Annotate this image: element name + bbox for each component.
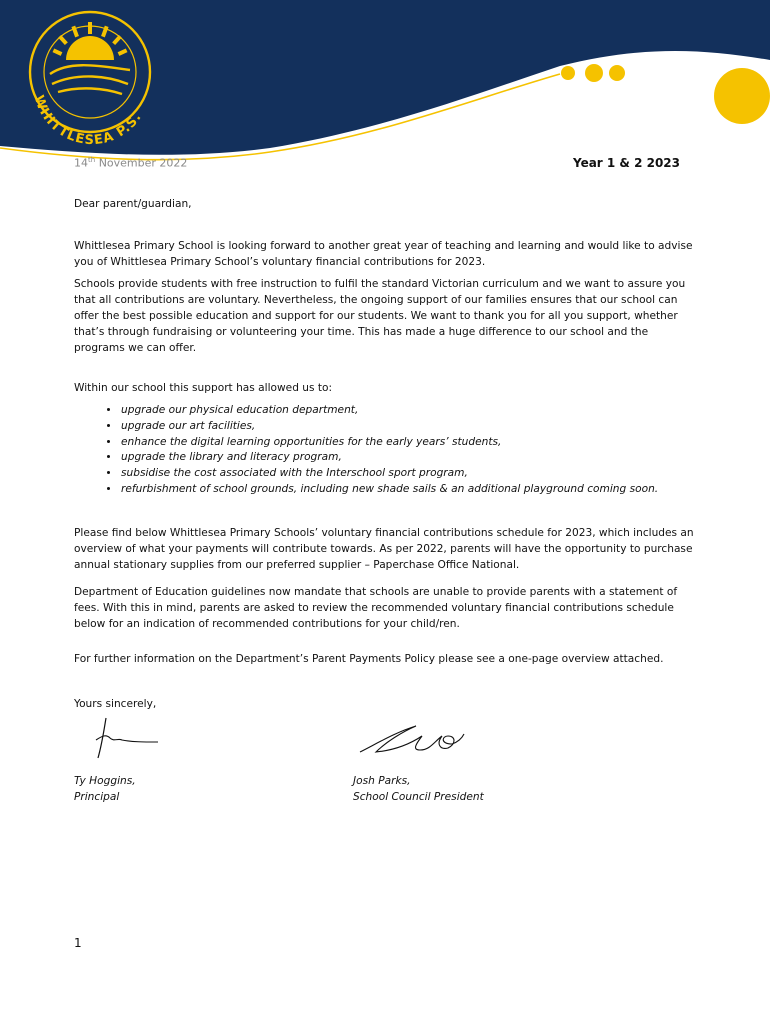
president-signoff [353, 773, 484, 805]
contributions-paragraph: Schools provide students with free instruction to fulfil the standard Victorian curriculum and we want to assure you that all contributions are voluntary. Nevertheless, the ongoing support of our families ensures that our school can offer the best possible education and support for our students. We want to thank you for all you support, whether that’s through fundraising or volunteering your time. This has made a huge difference to our school and the programs we can offer. [74, 278, 686, 354]
list-item: • upgrade the library and literacy program, [120, 450, 740, 466]
president-signature [356, 722, 466, 758]
logo-text: WHITTLESEA P.S. [30, 93, 146, 149]
principal-signature [92, 716, 162, 762]
date-suffix: th [88, 156, 96, 164]
list-item: • subsidise the cost associated with the Interschool sport program, [120, 466, 740, 482]
header-banner [0, 0, 770, 200]
schedule-paragraph: Please find below Whittlesea Primary Schools’ voluntary financial contributions schedule for 2023, which includes an overview of what your payments will contribute towards. As per 2022, parents will have the opportunity to purchase annual stationary supplies from our preferred supplier – Paperchase Office National. [74, 527, 694, 571]
closing: Yours sincerely, [74, 698, 157, 710]
guidelines-paragraph: Department of Education guidelines now mandate that schools are unable to provide parents with a statement of fees. With this in mind, parents are asked to review the recommended voluntary financial contributions schedule below for an indication of recommended contributions for your child/ren. [74, 586, 678, 630]
principal-signoff [74, 773, 136, 805]
page-number: 1 [74, 936, 82, 950]
gold-dot-large [714, 68, 770, 124]
intro-paragraph: Whittlesea Primary School is looking forward to another great year of teaching and learning and would like to advise you of Whittlesea Primary School’s voluntary financial contributions for 2023. [74, 240, 693, 268]
president-title: School Council President [353, 791, 484, 803]
president-name: Josh Parks, [353, 775, 411, 787]
gold-dot-medium-1 [585, 64, 603, 82]
letter-date [74, 156, 187, 170]
principal-title: Principal [74, 791, 120, 803]
year-level-heading: Year 1 & 2 2023 [572, 156, 680, 170]
principal-name: Ty Hoggins, [74, 775, 136, 787]
gold-dot-small [561, 66, 575, 80]
list-item: • upgrade our physical education department, [120, 403, 740, 419]
support-intro: Within our school this support has allowed us to: [74, 382, 333, 394]
greeting: Dear parent/guardian, [74, 198, 192, 210]
support-list [74, 403, 740, 498]
gold-dot-medium-2 [609, 65, 625, 81]
date-month-year: November 2022 [98, 156, 188, 170]
list-item: • refurbishment of school grounds, including new shade sails & an additional playground coming soon. [120, 482, 740, 498]
list-item: • upgrade our art facilities, [120, 419, 740, 435]
list-item: • enhance the digital learning opportunities for the early years’ students, [120, 435, 740, 451]
date-day: 14 [74, 156, 88, 170]
further-info-paragraph: For further information on the Department’s Parent Payments Policy please see a one-page overview attached. [74, 653, 664, 665]
